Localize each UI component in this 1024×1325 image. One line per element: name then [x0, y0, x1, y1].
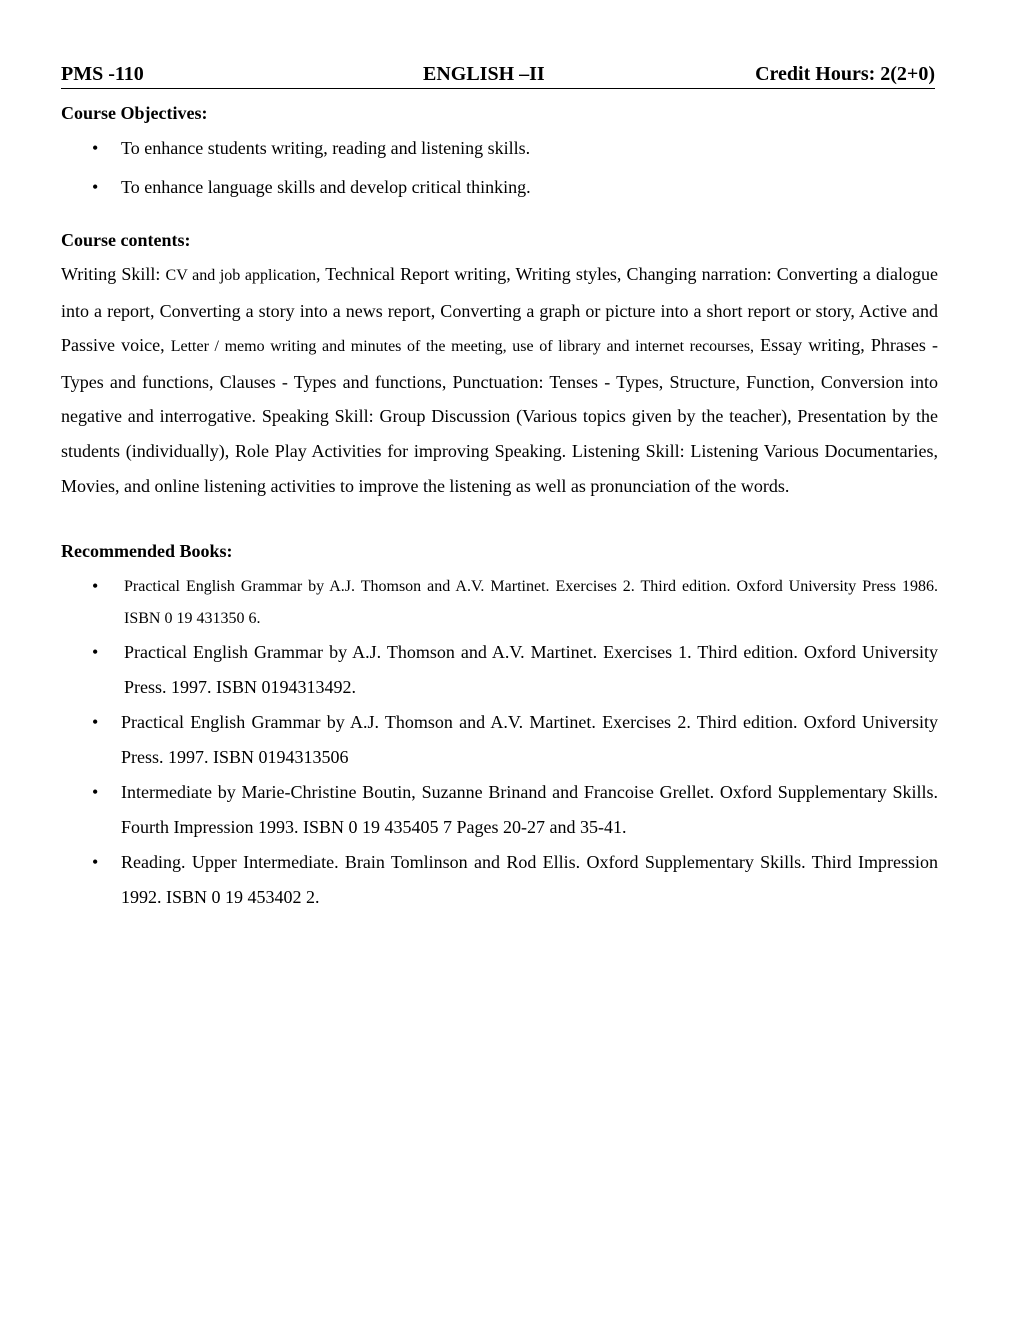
bullet-icon: •: [92, 782, 99, 802]
book-text: Practical English Grammar by A.J. Thomson and A.V. Martinet. Exercises 2. Third edition. Oxford University Press 1986. ISBN 0 19 431350 6.: [124, 578, 938, 627]
course-title: ENGLISH –II: [423, 63, 545, 85]
bullet-icon: •: [92, 712, 99, 732]
contents-paragraph: [61, 257, 938, 503]
books-heading: Recommended Books:: [61, 541, 233, 561]
bullet-icon: •: [92, 642, 99, 662]
book-text: Intermediate by Marie-Christine Boutin, Suzanne Brinand and Francoise Grellet. Oxford Supplementary Skills. Fourth Impression 1993. ISBN 0 19 435405 7 Pages 20-27 and 35-41.: [121, 782, 938, 837]
bullet-icon: •: [92, 138, 99, 158]
books-list: [61, 571, 938, 915]
objectives-list: [61, 136, 938, 214]
contents-heading: Course contents:: [61, 230, 191, 250]
objective-item: [61, 175, 938, 199]
contents-segment: Writing Skill:: [61, 264, 166, 284]
book-item: [61, 571, 938, 634]
bullet-icon: •: [92, 177, 99, 197]
objective-text: To enhance students writing, reading and listening skills.: [121, 138, 531, 158]
contents-segment: Essay writing, Phrases - Types and functions, Clauses - Types and functions, Punctuation: Tenses - Types, Structure, Function, Conversion into negative and interrogative. Speaking Skill: Group Discussion (Various topics given by the teacher), Presentation by the students (individually), Role Play Activities for improving Speaking. Listening Skill: Listening Various Documentaries, Movies, and online listening activities to improve the listening as well as pronunciation of the words.: [61, 335, 939, 496]
course-header: [61, 60, 935, 89]
course-code: PMS -110: [61, 63, 144, 85]
contents-segment: CV and job application: [165, 267, 316, 284]
objective-text: To enhance language skills and develop critical thinking.: [121, 177, 531, 197]
book-text: Practical English Grammar by A.J. Thomson and A.V. Martinet. Exercises 1. Third edition. Oxford University Press. 1997. ISBN 0194313492.: [124, 642, 938, 697]
book-item: [61, 775, 938, 844]
credit-hours: Credit Hours: 2(2+0): [755, 63, 935, 85]
bullet-icon: •: [92, 852, 99, 872]
objective-item: [61, 136, 938, 160]
book-text: Practical English Grammar by A.J. Thomson and A.V. Martinet. Exercises 2. Third edition. Oxford University Press. 1997. ISBN 0194313506: [121, 712, 938, 767]
book-text: Reading. Upper Intermediate. Brain Tomlinson and Rod Ellis. Oxford Supplementary Skills. Third Impression 1992. ISBN 0 19 453402 2.: [121, 852, 938, 907]
objectives-heading: Course Objectives:: [61, 103, 208, 123]
bullet-icon: •: [92, 576, 99, 596]
contents-segment: Letter / memo writing and minutes of the meeting, use of library and internet recourses,: [170, 338, 755, 356]
contents-segment: , Technical Report writing, Writing styles, Changing narration: Converting a dialogue into a report, Converting a story into a news report, Converting a graph or picture into a short report or story, Active and Passive voice,: [61, 264, 938, 356]
book-item: [61, 705, 938, 774]
book-item: [61, 635, 938, 704]
book-item: [61, 845, 938, 914]
